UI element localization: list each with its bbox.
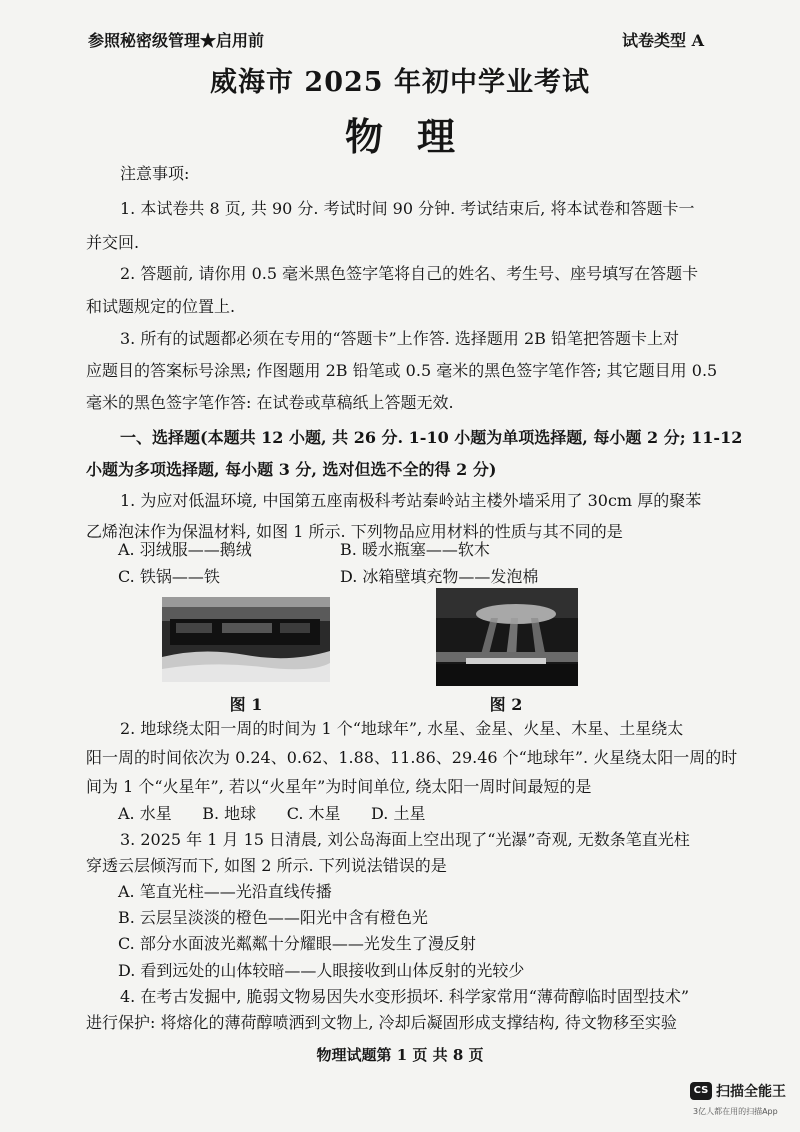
exam-title: 威海市 2025 年初中学业考试: [210, 67, 590, 98]
subject-title: 物理: [344, 114, 489, 159]
note-line-4: 和试题规定的位置上.: [86, 297, 236, 316]
note-line-6: 应题目的答案标号涂黑; 作图题用 2B 铅笔或 0.5 毫米的黑色签字笔作答; 其它题目用 0.5: [86, 361, 718, 380]
light-waterfall-image: [436, 588, 578, 686]
q3-option-d: D. 看到远处的山体较暗——人眼接收到山体反射的光较少: [118, 961, 525, 980]
q3-option-c: C. 部分水面波光粼粼十分耀眼——光发生了漫反射: [118, 934, 476, 953]
q1-stem-line2: 乙烯泡沫作为保温材料, 如图 1 所示. 下列物品应用材料的性质与其不同的是: [86, 522, 623, 541]
scanner-tagline: 3亿人都在用的扫描App: [693, 1107, 778, 1116]
q1-option-d: D. 冰箱壁填充物——发泡棉: [340, 567, 539, 586]
q2-options: A. 水星 B. 地球 C. 木星 D. 土星: [118, 804, 426, 823]
q2-stem-line2: 阳一周的时间依次为 0.24、0.62、1.88、11.86、29.46 个“地球年”. 火星绕太阳一周的时: [86, 748, 738, 767]
q1-option-b: B. 暖水瓶塞——软木: [340, 540, 490, 559]
confidentiality-label: 参照秘密级管理★启用前: [88, 31, 265, 50]
scanner-app-name: 扫描全能王: [716, 1084, 786, 1100]
paper-type-label: 试卷类型 A: [622, 31, 704, 50]
q4-stem-line1: 4. 在考古发掘中, 脆弱文物易因失水变形损坏. 科学家常用“薄荷醇临时固型技术”: [120, 987, 690, 1006]
notes-heading: 注意事项:: [120, 164, 190, 183]
note-line-3: 2. 答题前, 请你用 0.5 毫米黑色签字笔将自己的姓名、考生号、座号填写在答题卡: [120, 264, 699, 283]
q1-stem-line1: 1. 为应对低温环境, 中国第五座南极科考站秦岭站主楼外墙采用了 30cm 厚的聚苯: [120, 491, 702, 510]
figure-2-caption: 图 2: [489, 695, 523, 714]
q2-stem-line1: 2. 地球绕太阳一周的时间为 1 个“地球年”, 水星、金星、火星、木星、土星绕太: [120, 719, 684, 738]
figure-1-caption: 图 1: [229, 695, 263, 714]
q4-stem-line2: 进行保护: 将熔化的薄荷醇喷洒到文物上, 冷却后凝固形成支撑结构, 待文物移至实验: [86, 1013, 677, 1032]
note-line-2: 并交回.: [86, 233, 140, 252]
camscanner-logo-icon: CS: [690, 1082, 712, 1100]
figure-1-photo: [162, 597, 330, 682]
page-footer: 物理试题第 1 页 共 8 页: [316, 1046, 484, 1064]
q3-option-b: B. 云层呈淡淡的橙色——阳光中含有橙色光: [118, 908, 428, 927]
q1-option-a: A. 羽绒服——鹅绒: [118, 540, 252, 559]
section1-heading: 一、选择题(本题共 12 小题, 共 26 分. 1-10 小题为单项选择题, 每小题 2 分; 11-12: [120, 428, 743, 447]
antarctic-station-image: [162, 597, 330, 682]
note-line-1: 1. 本试卷共 8 页, 共 90 分. 考试时间 90 分钟. 考试结束后, 将本试卷和答题卡一: [120, 199, 695, 218]
q3-option-a: A. 笔直光柱——光沿直线传播: [118, 882, 332, 901]
section1-heading-cont: 小题为多项选择题, 每小题 3 分, 选对但选不全的得 2 分): [86, 460, 497, 479]
note-line-5: 3. 所有的试题都必须在专用的“答题卡”上作答. 选择题用 2B 铅笔把答题卡上对: [120, 329, 679, 348]
figure-2-photo: [436, 588, 578, 686]
q2-stem-line3: 间为 1 个“火星年”, 若以“火星年”为时间单位, 绕太阳一周时间最短的是: [86, 777, 592, 796]
q3-stem-line2: 穿透云层倾泻而下, 如图 2 所示. 下列说法错误的是: [86, 856, 447, 875]
q3-stem-line1: 3. 2025 年 1 月 15 日清晨, 刘公岛海面上空出现了“光瀑”奇观, 无数条笔直光柱: [120, 830, 690, 849]
note-line-7: 毫米的黑色签字笔作答: 在试卷或草稿纸上答题无效.: [86, 393, 454, 412]
q1-option-c: C. 铁锅——铁: [118, 567, 220, 586]
